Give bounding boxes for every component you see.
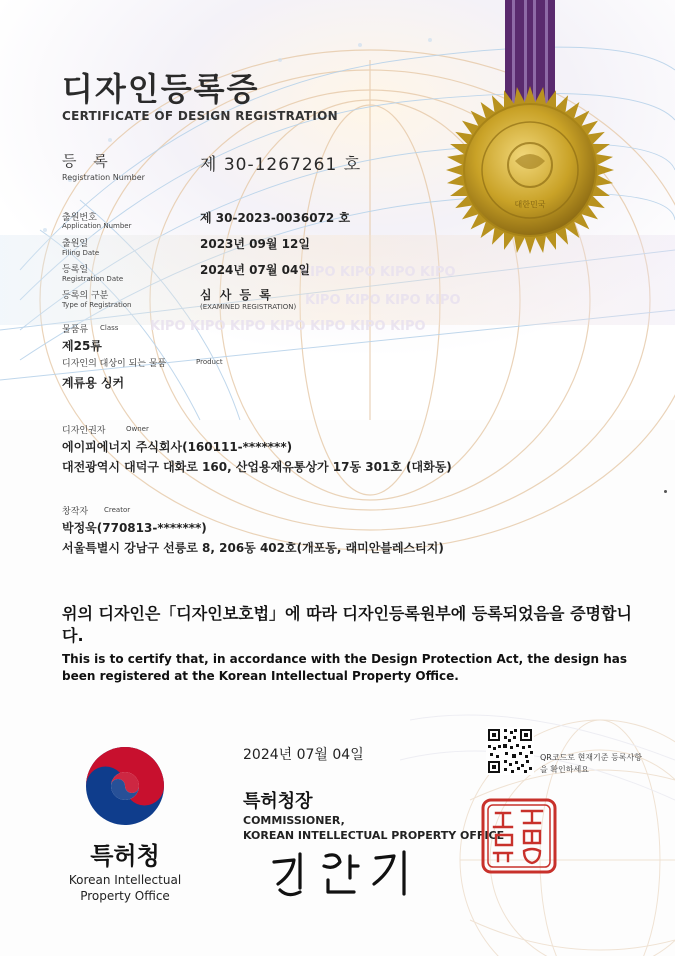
registration-label: 등 록 xyxy=(62,152,114,170)
svg-text:대한민국: 대한민국 xyxy=(514,200,546,209)
registration-label-en: Registration Number xyxy=(62,173,145,182)
registration-date-label: 등록일 xyxy=(62,265,89,275)
creator-label: 창작자 xyxy=(62,507,89,517)
certificate-title: 디자인등록증 xyxy=(62,70,260,108)
registration-date-label-en: Registration Date xyxy=(62,275,124,283)
filing-date: 2023년 09월 12일 xyxy=(200,237,310,251)
owner-address: 대전광역시 대덕구 대화로 160, 산업용재유통상가 17동 301호 (대화동) xyxy=(62,460,452,474)
qr-note: QR코드로 현재기준 등록사항을 확인하세요 xyxy=(540,753,642,774)
kipo-logo-icon xyxy=(84,745,166,827)
filing-label-en: Filing Date xyxy=(62,249,100,257)
commissioner-title-en-line1: COMMISSIONER, xyxy=(243,814,345,827)
commissioner-title-ko: 특허청장 xyxy=(243,791,313,812)
registration-number: 제 30-1267261 호 xyxy=(200,155,362,175)
type-label-en: Type of Registration xyxy=(62,301,132,309)
office-name-en-line1: Korean Intellectual xyxy=(68,873,182,887)
svg-text:KIPO KIPO KIPO KIPO KIPO KIPO: KIPO KIPO KIPO KIPO KIPO KIPO KIPO xyxy=(150,319,426,334)
svg-text:KIPO KIPO KIPO KIPO: KIPO KIPO KIPO KIPO xyxy=(305,293,461,308)
owner-label-en: Owner xyxy=(126,425,149,433)
owner-label: 디자인권자 xyxy=(62,426,106,436)
owner-name: 에이피에너지 주식회사(160111-*******) xyxy=(62,440,293,454)
svg-text:KIPO KIPO KIPO KIPO: KIPO KIPO KIPO KIPO xyxy=(300,265,456,280)
class-value: 제25류 xyxy=(62,339,102,353)
edge-mark xyxy=(664,490,667,493)
registration-type: 심 사 등 록 xyxy=(200,288,273,302)
office-name-ko: 특허청 xyxy=(90,842,160,870)
product-label-en: Product xyxy=(196,358,223,366)
registration-date: 2024년 07월 04일 xyxy=(200,263,310,277)
application-label-en: Application Number xyxy=(62,222,132,230)
registration-type-en: (EXAMINED REGISTRATION) xyxy=(200,303,297,311)
class-label: 물품류 xyxy=(62,325,89,335)
issue-date: 2024년 07월 04일 xyxy=(243,747,364,763)
office-name-en-line2: Property Office xyxy=(80,889,170,903)
official-seal-stamp xyxy=(480,797,558,875)
creator-label-en: Creator xyxy=(104,506,131,514)
filing-label: 출원일 xyxy=(62,239,89,249)
class-label-en: Class xyxy=(100,324,119,332)
application-number: 제 30-2023-0036072 호 xyxy=(200,211,351,225)
certificate-subtitle: CERTIFICATE OF DESIGN REGISTRATION xyxy=(62,109,338,123)
creator-address: 서울특별시 강남구 선릉로 8, 206동 402호(개포동, 래미안블레스티지) xyxy=(62,541,444,555)
product-value: 계류용 싱커 xyxy=(62,376,125,390)
creator-name: 박정욱(770813-*******) xyxy=(62,521,207,535)
certification-statement-ko: 위의 디자인은「디자인보호법」에 따라 디자인등록원부에 등록되었음을 증명합니다. xyxy=(62,604,632,645)
commissioner-title-en-line2: KOREAN INTELLECTUAL PROPERTY OFFICE xyxy=(243,829,505,842)
type-label: 등록의 구분 xyxy=(62,291,109,301)
gold-medal-icon xyxy=(445,85,615,255)
product-label: 디자인의 대상이 되는 물품 xyxy=(62,359,167,369)
certification-statement-en: This is to certify that, in accordance with the Design Protection Act, the design has been registered at the Korean Intellectual Property Office. xyxy=(62,652,628,683)
commissioner-signature xyxy=(268,848,428,900)
qr-code-icon[interactable] xyxy=(486,727,534,775)
application-label: 출원번호 xyxy=(62,213,97,223)
